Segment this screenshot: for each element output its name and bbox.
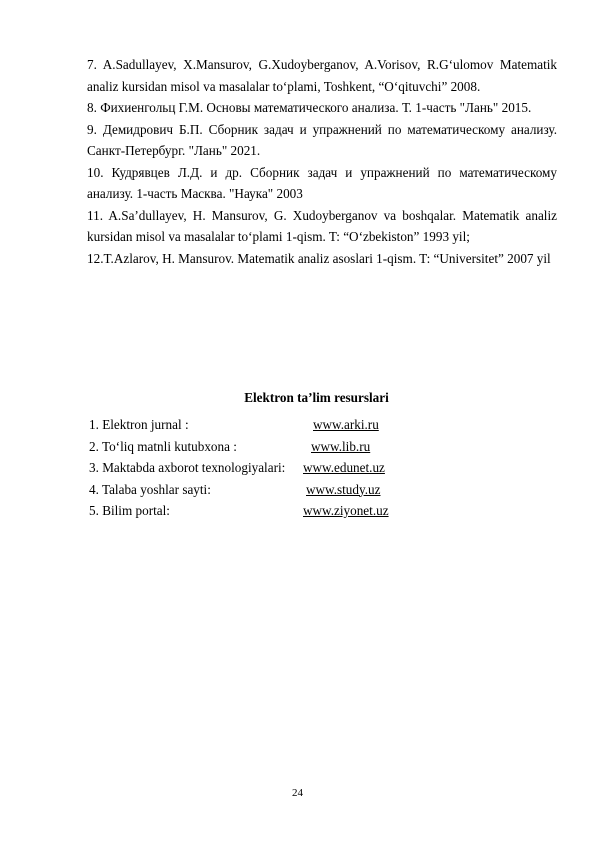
- reference-item: 9. Демидрович Б.П. Сборник задач и упражнений по математическому анализу. Санкт-Петербург. "Лань" 2021.: [87, 121, 557, 158]
- resource-row: [89, 457, 549, 479]
- resource-link[interactable]: www.edunet.uz: [303, 460, 385, 475]
- reference-item: 11. A.Sa’dullayev, H. Mansurov, G. Xudoyberganov va boshqalar. Matematik analiz kursidan misol va masalalar to‘plami 1-qism. T: “O‘zbekiston” 1993 yil;: [87, 207, 557, 244]
- page-number: 24: [292, 787, 303, 799]
- resource-list: [89, 414, 549, 522]
- reference-list: [87, 54, 557, 269]
- resource-label: 3. Maktabda axborot texnologiyalari:: [89, 460, 286, 475]
- resource-link[interactable]: www.ziyonet.uz: [303, 503, 389, 518]
- resource-label: 4. Talaba yoshlar sayti:: [89, 481, 211, 497]
- reference-item: 12.T.Azlarov, H. Mansurov. Matematik analiz asoslari 1-qism. T: “Universitet” 2007 yil: [87, 250, 551, 266]
- reference-item: 7. A.Sadullayev, X.Mansurov, G.Xudoyberganov, A.Vorisov, R.G‘ulomov Matematik analiz kursidan misol va masalalar to‘plami, Toshkent, “O‘qituvchi” 2008.: [87, 57, 557, 94]
- resource-link[interactable]: www.arki.ru: [313, 417, 379, 432]
- reference-item: 10. Кудрявцев Л.Д. и др. Сборник задач и упражнений по математическому анализу. 1-часть Масква. "Наука" 2003: [87, 164, 557, 201]
- resource-row: [89, 500, 549, 522]
- resource-link[interactable]: www.study.uz: [306, 481, 381, 497]
- resource-label: 5. Bilim portal:: [89, 503, 170, 518]
- resource-label: 1. Elektron jurnal :: [89, 417, 189, 432]
- resource-row: [89, 479, 549, 501]
- resource-row: [89, 414, 549, 436]
- resource-row: [89, 436, 549, 458]
- reference-item: 8. Фихиенгольц Г.М. Основы математического анализа. Т. 1-часть "Лань" 2015.: [87, 100, 532, 115]
- resource-label: 2. To‘liq matnli kutubxona :: [89, 438, 237, 454]
- section-title: Elektron ta’lim resurslari: [244, 390, 389, 405]
- resource-link[interactable]: www.lib.ru: [311, 438, 371, 454]
